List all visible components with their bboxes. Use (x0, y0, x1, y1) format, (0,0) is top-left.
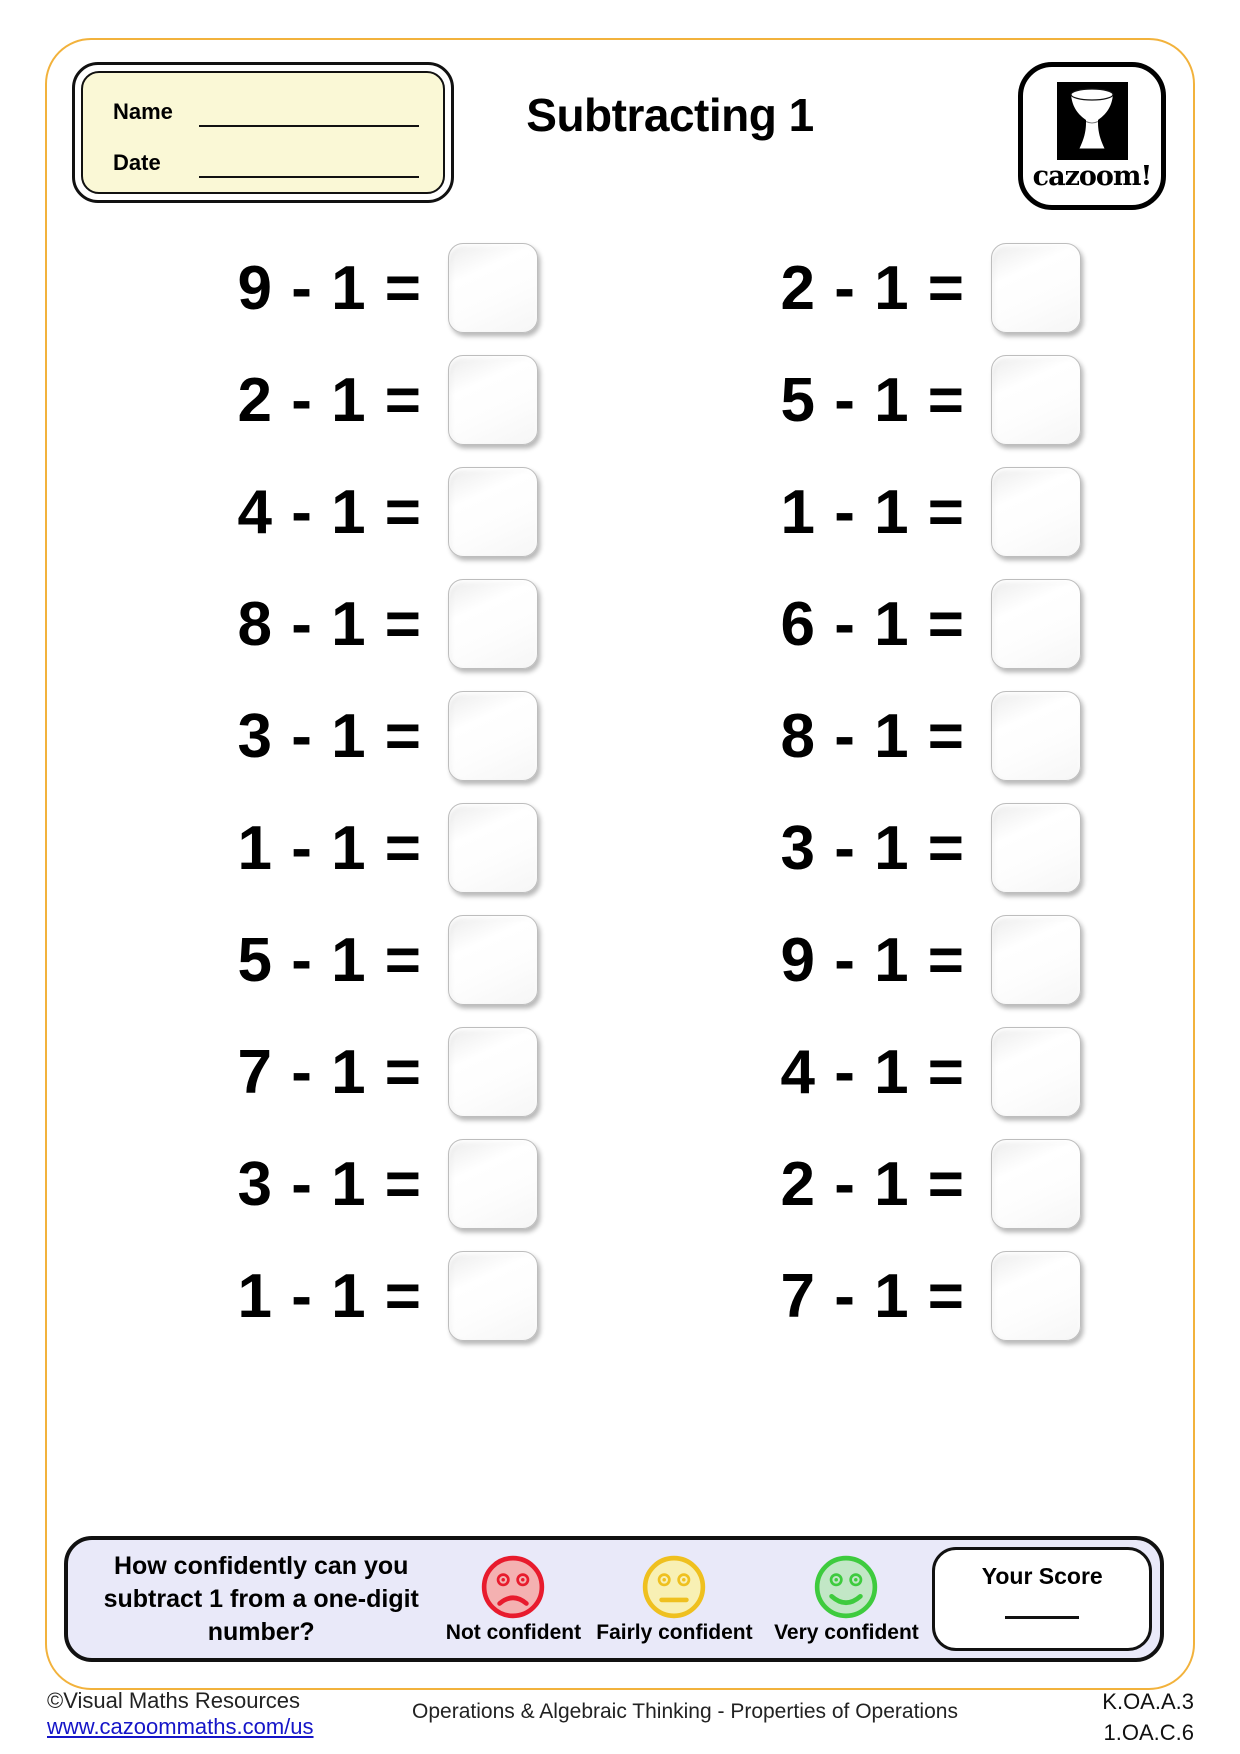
sad-face-icon (480, 1554, 546, 1620)
problem-cell (599, 355, 1081, 445)
date-label: Date (113, 150, 161, 175)
date-input-line[interactable] (199, 150, 419, 178)
confidence-option[interactable] (760, 1554, 932, 1645)
equation-text: 5 - 1 = (237, 925, 422, 995)
answer-box[interactable] (448, 467, 538, 557)
standards (1000, 1686, 1194, 1748)
equation-text: 8 - 1 = (780, 701, 965, 771)
equation-text: 1 - 1 = (237, 813, 422, 883)
problem-cell (74, 467, 538, 557)
equation-text: 7 - 1 = (237, 1037, 422, 1107)
website-link[interactable]: www.cazoommaths.com/us (47, 1714, 314, 1739)
equation-text: 8 - 1 = (237, 589, 422, 659)
problem-cell (74, 803, 538, 893)
problem-cell (74, 355, 538, 445)
confidence-option-label: Very confident (774, 1620, 919, 1644)
page-title: Subtracting 1 (526, 89, 814, 141)
equation-text: 3 - 1 = (237, 1149, 422, 1219)
problem-cell (599, 467, 1081, 557)
answer-box[interactable] (448, 1251, 538, 1341)
equation-text: 5 - 1 = (780, 365, 965, 435)
answer-box[interactable] (448, 691, 538, 781)
problem-row (74, 1128, 1081, 1240)
confidence-option-label: Not confident (445, 1620, 582, 1644)
problem-row (74, 792, 1081, 904)
name-date-box-inner (81, 71, 445, 194)
answer-box[interactable] (991, 1251, 1081, 1341)
confidence-option[interactable] (588, 1554, 760, 1645)
answer-box[interactable] (991, 579, 1081, 669)
problem-cell (599, 691, 1081, 781)
name-row (113, 93, 419, 127)
equation-text: 9 - 1 = (237, 253, 422, 323)
answer-box[interactable] (991, 803, 1081, 893)
equation-text: 2 - 1 = (780, 1149, 965, 1219)
answer-box[interactable] (448, 915, 538, 1005)
equation-text: 7 - 1 = (780, 1261, 965, 1331)
problem-row (74, 1240, 1081, 1352)
equation-text: 4 - 1 = (237, 477, 422, 547)
answer-box[interactable] (991, 915, 1081, 1005)
footer-topic: Operations & Algebraic Thinking - Properties of Operations (412, 1700, 958, 1723)
answer-box[interactable] (448, 355, 538, 445)
date-row (113, 144, 419, 178)
confidence-bar (64, 1536, 1164, 1662)
answer-box[interactable] (991, 243, 1081, 333)
problem-row (74, 904, 1081, 1016)
score-title: Your Score (981, 1563, 1103, 1589)
confidence-option-label: Fairly confident (596, 1620, 753, 1644)
answer-box[interactable] (991, 691, 1081, 781)
equation-text: 3 - 1 = (780, 813, 965, 883)
answer-box[interactable] (448, 1027, 538, 1117)
equation-text: 1 - 1 = (237, 1261, 422, 1331)
name-label: Name (113, 99, 173, 124)
answer-box[interactable] (448, 803, 538, 893)
score-input-line[interactable] (1005, 1616, 1079, 1619)
name-date-box (72, 62, 454, 203)
happy-face-icon (813, 1554, 879, 1620)
problem-cell (74, 915, 538, 1005)
problem-cell (599, 579, 1081, 669)
problem-row (74, 1016, 1081, 1128)
problem-cell (599, 803, 1081, 893)
confidence-question: How confidently can you subtract 1 from a one-digit number? (103, 1551, 419, 1646)
problem-cell (74, 691, 538, 781)
problem-cell (599, 1251, 1081, 1341)
answer-box[interactable] (991, 1139, 1081, 1229)
problem-row (74, 344, 1081, 456)
name-input-line[interactable] (199, 99, 419, 127)
problem-row (74, 568, 1081, 680)
problem-row (74, 456, 1081, 568)
score-box (932, 1547, 1152, 1651)
equation-text: 3 - 1 = (237, 701, 422, 771)
problems-grid (74, 232, 1081, 1352)
problem-row (74, 680, 1081, 792)
answer-box[interactable] (448, 243, 538, 333)
problem-cell (599, 243, 1081, 333)
problem-cell (74, 1251, 538, 1341)
standard-code: K.OA.A.3 (1102, 1689, 1194, 1714)
problem-cell (74, 1139, 538, 1229)
problem-cell (599, 1027, 1081, 1117)
answer-box[interactable] (991, 467, 1081, 557)
equation-text: 2 - 1 = (780, 253, 965, 323)
equation-text: 4 - 1 = (780, 1037, 965, 1107)
problem-cell (599, 1139, 1081, 1229)
confidence-option[interactable] (438, 1554, 588, 1645)
problem-cell (74, 243, 538, 333)
problem-cell (74, 579, 538, 669)
neutral-face-icon (641, 1554, 707, 1620)
problem-cell (74, 1027, 538, 1117)
cazoom-logo (1018, 62, 1166, 210)
equation-text: 1 - 1 = (780, 477, 965, 547)
problem-row (74, 232, 1081, 344)
drum-icon (1057, 82, 1128, 160)
confidence-options (438, 1554, 932, 1645)
answer-box[interactable] (991, 355, 1081, 445)
problem-cell (599, 915, 1081, 1005)
standard-code: 1.OA.C.6 (1103, 1720, 1194, 1745)
answer-box[interactable] (448, 1139, 538, 1229)
equation-text: 2 - 1 = (237, 365, 422, 435)
copyright-text: ©Visual Maths Resources (47, 1688, 301, 1713)
logo-text: cazoom! (1032, 161, 1152, 192)
equation-text: 9 - 1 = (780, 925, 965, 995)
answer-box[interactable] (448, 579, 538, 669)
answer-box[interactable] (991, 1027, 1081, 1117)
equation-text: 6 - 1 = (780, 589, 965, 659)
